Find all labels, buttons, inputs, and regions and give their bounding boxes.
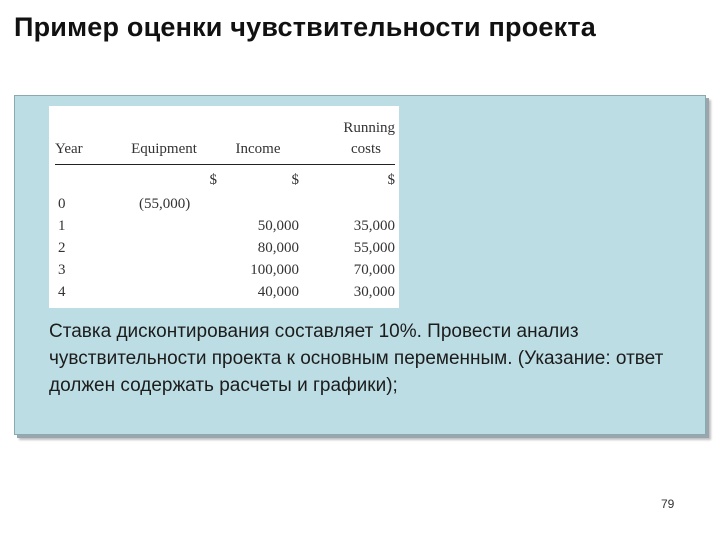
- table-cell: 30,000: [353, 284, 395, 300]
- table-cell: $: [209, 172, 217, 188]
- table-cell: 4: [58, 284, 66, 300]
- cash-flow-table: [55, 118, 395, 303]
- table-row: [55, 237, 395, 259]
- table-cell: 100,000: [250, 262, 299, 278]
- header-equipment: Equipment: [111, 118, 217, 165]
- table-cell: 80,000: [257, 240, 299, 256]
- table-cell: [299, 193, 395, 215]
- header-running-costs: [299, 118, 395, 165]
- table-cell: 70,000: [353, 262, 395, 278]
- cash-flow-table-container: [49, 106, 399, 308]
- header-running-costs-line1: Running: [343, 120, 395, 136]
- units-row: [55, 165, 395, 194]
- table-cell: [111, 281, 217, 303]
- table-row: [55, 193, 395, 215]
- header-income: Income: [217, 118, 299, 165]
- table-cell: $: [291, 172, 299, 188]
- content-panel: [14, 95, 706, 435]
- table-cell: 40,000: [257, 284, 299, 300]
- table-cell: (55,000): [139, 196, 191, 212]
- header-running-costs-line2: costs: [351, 141, 381, 157]
- slide-title: Пример оценки чувствительности проекта: [14, 12, 596, 42]
- table-cell: [55, 165, 111, 194]
- table-row: [55, 281, 395, 303]
- table-cell: 35,000: [353, 218, 395, 234]
- table-cell: 0: [58, 196, 66, 212]
- table-cell: [217, 193, 299, 215]
- table-cell: 2: [58, 240, 66, 256]
- table-cell: [111, 237, 217, 259]
- table-cell: [111, 215, 217, 237]
- table-cell: 3: [58, 262, 66, 278]
- table-cell: 55,000: [353, 240, 395, 256]
- table-cell: [111, 259, 217, 281]
- table-cell: 1: [58, 218, 66, 234]
- header-year: Year: [55, 118, 111, 165]
- task-description: Ставка дисконтирования составляет 10%. Провести анализ чувствительности проекта к основным переменным. (Указание: ответ должен содержать расчеты и графики);: [49, 321, 664, 396]
- table-row: [55, 259, 395, 281]
- table-header-row: [55, 118, 395, 165]
- table-cell: 50,000: [257, 218, 299, 234]
- table-row: [55, 215, 395, 237]
- table-cell: $: [387, 172, 395, 188]
- page-number: 79: [661, 497, 675, 511]
